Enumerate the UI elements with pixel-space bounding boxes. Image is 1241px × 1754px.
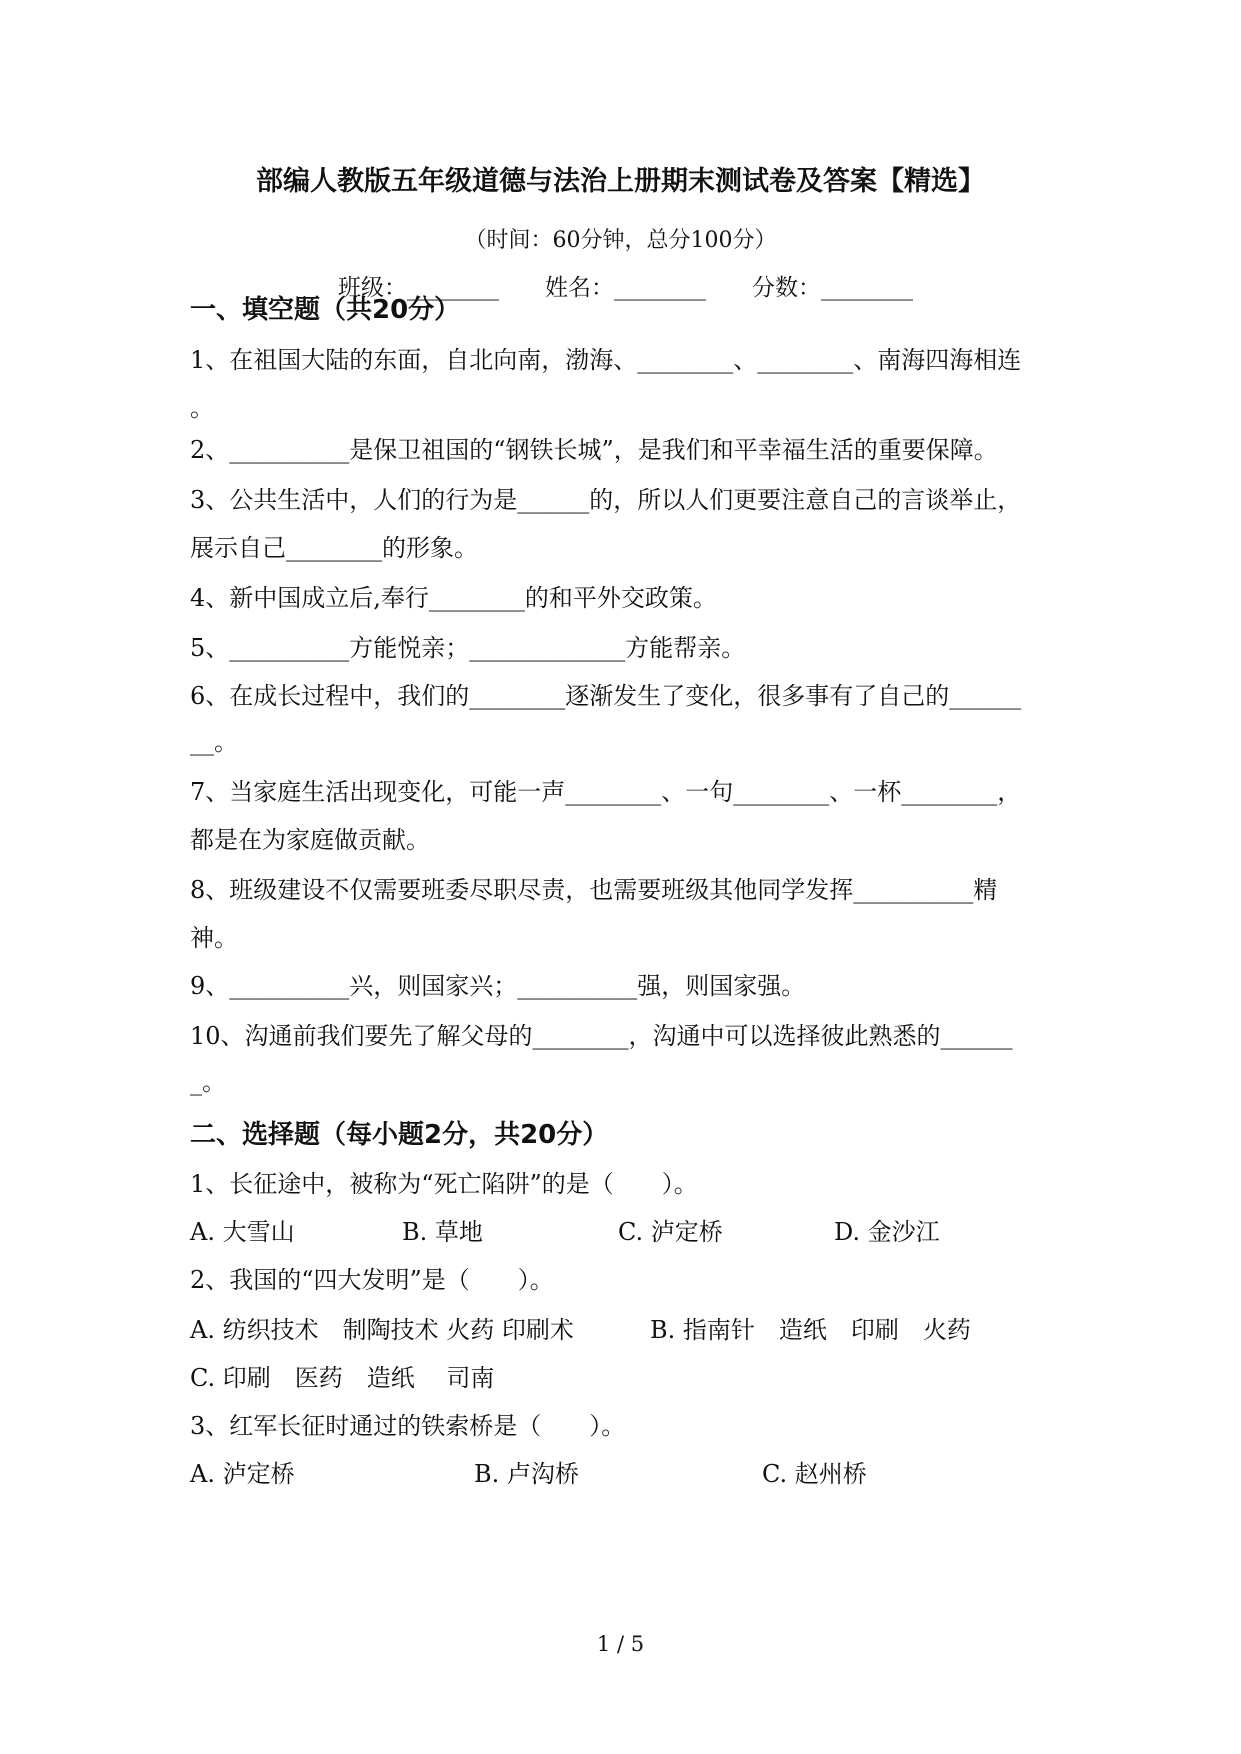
question-line: 6、在成长过程中，我们的________逐渐发生了变化，很多事有了自己的______ [190,682,1022,710]
question-line: _。 [190,1068,226,1096]
choice-question-3: 3、红军长征时通过的铁索桥是（ ）。 [190,1412,626,1440]
choice-option: B. 指南针 造纸 印刷 火药 [650,1316,971,1344]
choice-option: A. 纺织技术 制陶技术 火药 印刷术 [190,1316,574,1344]
question-line: __。 [190,728,238,756]
section-heading-multiple-choice: 二、选择题（每小题2分，共20分） [190,1120,609,1150]
choice-question-1: 1、长征途中，被称为“死亡陷阱”的是（ ）。 [190,1170,698,1198]
choice-option: D. 金沙江 [834,1218,940,1246]
choice-option: B. 草地 [402,1218,483,1246]
choice-option: B. 卢沟桥 [474,1460,579,1488]
choice-question-2: 2、我国的“四大发明”是（ ）。 [190,1266,554,1294]
question-line: 展示自己________的形象。 [190,534,478,562]
choice-options-row [190,1458,1090,1490]
section-heading-fill-in: 一、填空题（共20分） [190,295,461,325]
question-line: 9、__________兴，则国家兴；__________强，则国家强。 [190,972,806,1000]
name-field: 姓名：________ [545,275,706,301]
question-line: 。 [190,394,214,422]
question-line: 2、__________是保卫祖国的“钢铁长城”，是我们和平幸福生活的重要保障。 [190,436,998,464]
choice-option: C. 印刷 医药 造纸 司南 [190,1364,495,1392]
question-line: 4、新中国成立后,奉行________的和平外交政策。 [190,584,717,612]
document-title: 部编人教版五年级道德与法治上册期末测试卷及答案【精选】 [256,166,985,197]
choice-options-row [190,1362,1090,1394]
page-number: 1 / 5 [596,1632,645,1656]
question-line: 8、班级建设不仅需要班委尽职尽责，也需要班级其他同学发挥__________精 [190,876,998,904]
question-line: 神。 [190,924,238,952]
question-line: 都是在为家庭做贡献。 [190,826,430,854]
question-line: 10、沟通前我们要先了解父母的________，沟通中可以选择彼此熟悉的______ [190,1022,1013,1050]
choice-option: A. 泸定桥 [190,1460,295,1488]
choice-options-row [190,1216,1090,1248]
question-line: 1、在祖国大陆的东面，自北向南，渤海、________、________、南海四海相连 [190,346,1022,374]
class-field: 班级：________ [338,275,499,301]
question-line: 7、当家庭生活出现变化，可能一声________、一句________、一杯________， [190,778,1022,806]
choice-option: C. 赵州桥 [762,1460,867,1488]
question-line: 3、公共生活中，人们的行为是______的，所以人们更要注意自己的言谈举止， [190,486,1022,514]
exam-time-note: （时间：60分钟，总分100分） [464,228,777,253]
score-field: 分数：________ [752,275,913,301]
question-line: 5、__________方能悦亲；_____________方能帮亲。 [190,634,746,662]
choice-option: A. 大雪山 [190,1218,295,1246]
choice-options-row [190,1314,1090,1346]
choice-option: C. 泸定桥 [618,1218,723,1246]
